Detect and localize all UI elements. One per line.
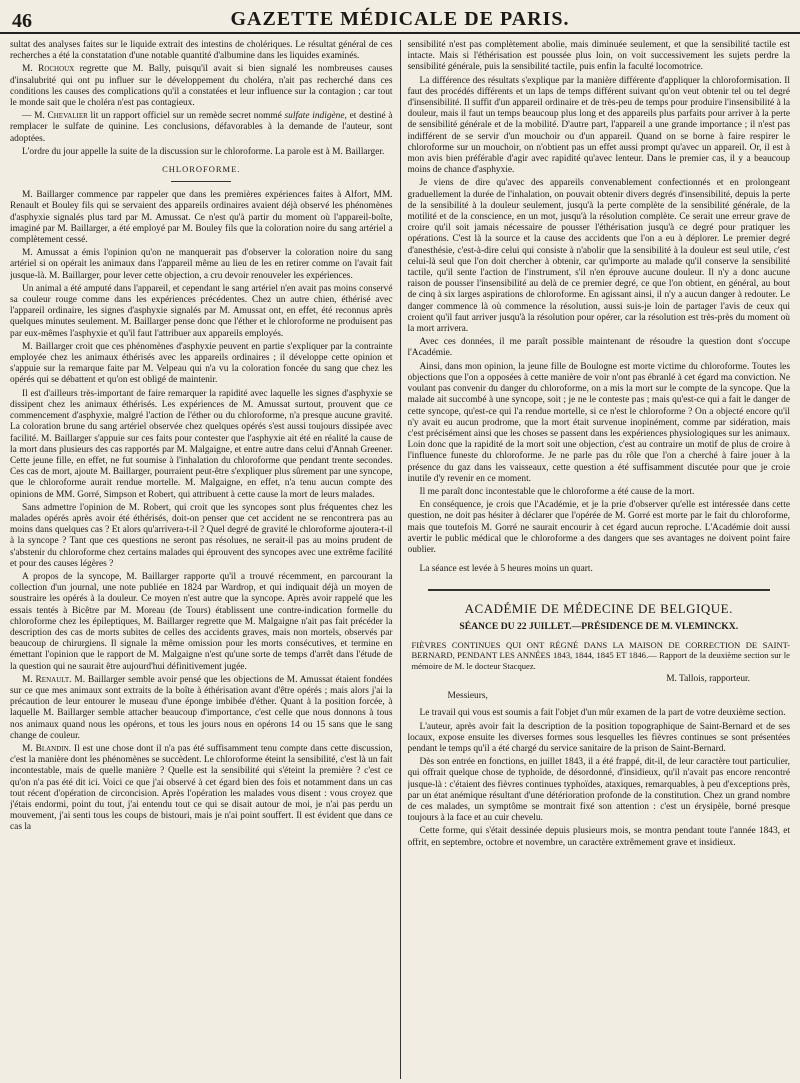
- paragraph: Il me paraît donc incontestable que le chloroforme a été cause de la mort.: [419, 486, 695, 497]
- paragraph: L'auteur, après avoir fait la description de la position topographique de Saint-Bernard et de ses locaux, expose ensuite les diverses formes sous lesquelles les fièvres continues se sont présentées pendant le temps qu'il a été chargé du service sanitaire de la prison de Saint-Bernard.: [407, 721, 790, 754]
- paragraph: M. Amussat a émis l'opinion qu'on ne manquerait pas d'observer la coloration noire du sang artériel si on opérait les animaux dans l'appareil même au lieu de les en retirer comme on l'avait fait jusque-là. M. Baillarger, pour lever cette objection, a cru devoir renouveler les expériences.: [10, 248, 393, 281]
- report-subject: FIÈVRES CONTINUES QUI ONT RÉGNÉ DANS LA MAISON DE CORRECTION DE SAINT-BERNARD, PENDANT LES ANNÉES 1843, 1844, 1845 ET 1846.: [411, 639, 790, 661]
- paragraph: M. Baillarger croit que ces phénomènes d'asphyxie peuvent en partie s'expliquer par la contrainte employée chez les animaux éthérisés avec les appareils ordinaires ; il développe cette opinion et s'appuie sur la remarque faite par M. Velpeau qui n'a vu la coloration foncée du sang que chez les opérés qui se débattent et qu'on est obligé de maintenir.: [10, 341, 393, 386]
- paragraph: sultat des analyses faites sur le liquide extrait des intestins de cholériques. Le résultat général de ces recherches a été la constatation d'une notable quantité d'albumine dans les liquides examinés.: [10, 40, 393, 62]
- paragraph: La différence des résultats s'explique par la manière différente d'appliquer la chloroformisation. Il faut des procédés différents et un laps de temps différent suivant qu'on veut obtenir tel ou tel degré d'insensibilité. Il suffit d'un appareil ordinaire et de très-peu de temps pour produire l'insensibilité à la douleur, mais il faut un temps beaucoup plus long et des appareils plus parfaits pour arriver à la perte de sensibilité générale et de la mobilité. D'autre part, l'appareil a une grande importance ; il n'est pas indifférent de se servir d'un mouchoir ou d'un appareil. Quand on se borne à faire respirer le chloroforme sur un mouchoir, on n'obtient pas un effet aussi prompt qu'avec un appareil. Or, il est à mon avis bien préférable d'agir avec rapidité qu'avec lenteur. Dans le premier cas, il y a beaucoup moins de chance d'asphyxie.: [407, 75, 790, 176]
- paragraph-text: M. Baillarger semble avoir pensé que les objections de M. Amussat étaient fondées sur ce que mes animaux sont extraits de la boîte à éthérisation avant d'être opérés ; mais alors j'ai la précaution de leur entourer le museau d'une éponge imbibée d'éther. Quant à la position forcée, à laquelle M. Baillarger semble attacher beaucoup d'importance, c'est celle que nous donnons à tous nos animaux quand nous les opérons, et tous les jours nous en opérons 14 ou 15 sans que le sang change de couleur.: [10, 674, 393, 741]
- paragraph: Avec ces données, il me paraît possible maintenant de résoudre la question dont s'occupe l'Académie.: [407, 337, 790, 359]
- paragraph: [10, 64, 393, 109]
- two-column-body: [10, 40, 790, 1079]
- paragraph: Un animal a été amputé dans l'appareil, et cependant le sang artériel n'en avait pas moins conservé sa couleur rouge comme dans les expériences précédentes. Chez un autre chien, éthérisé avec l'appareil ordinaire, les signes d'asphyxie signalés par M. Amussat ont, en effet, été reconnus après quelques minutes seulement. M. Baillarger pense donc que l'éther et le chloroforme ne produisent pas par eux-mêmes l'asphyxie et qu'il faut l'attribuer aux appareils employés.: [10, 283, 393, 339]
- paragraph: Je viens de dire qu'avec des appareils convenablement confectionnés et en prolongeant graduellement la durée de l'inhalation, on pouvait obtenir divers degrés d'insensibilité, depuis la perte de la sensibilité à la douleur seulement, jusqu'à la perte complète de la sensibilité générale, de la motilité et de la conscience, en un mot, jusqu'à la résolution complète. Ce serait une erreur grave de croire qu'il soit jamais nécessaire de pousser l'éthérisation jusqu'à ce degré pour pratiquer les opérations. C'est là la source et la cause des accidents que l'on a eu à déplorer. Le premier degré d'anesthésie, c'est-à-dire celui qui consiste à n'abolir que la sensibilité à la douleur est seul utile, c'est celui-là seul que l'on doit chercher à obtenir, car qu'importe au malade qu'il conserve la sensibilité tactile, qu'il sente l'action de l'instrument, s'il n'en éprouve aucune douleur. Il n'y a donc aucune raison de pousser l'insensibilité au delà de ce premier degré, ce que l'on obtient, en général, au bout de cinq à six larges aspirations de chloroforme. En agissant ainsi, il n'y a aucun danger à redouter. Le danger commence là où commence la résolution, aussi suis-je loin de partager l'avis de ceux qui croient qu'il faut arriver jusqu'à la résolution pour opérer, car la résolution est très-près du moment où la mort arrivera.: [407, 178, 790, 335]
- paragraph-text: lit un rapport officiel sur un remède secret nommé: [87, 111, 285, 122]
- page-number: 46: [12, 10, 32, 32]
- closing-line: La séance est levée à 5 heures moins un quart.: [419, 564, 593, 575]
- paragraph: Dès son entrée en fonctions, en juillet 1843, il a été frappé, dit-il, de leur caractère tout particulier, qui offrait quelque chose de typhoïde, de désordonné, d'insidieux, qu'il n'avait pas encore rencontré jusque-là : c'étaient des fièvres continues typhoïdes, ataxiques, remarquables, à peu d'exceptions près, par un état anémique résultant d'une détérioration profonde de la constitution. Chez un grand nombre de ces malades, un symptôme se montrait fixé son attention : c'est un érysipèle, borné presque toujours à la face et au cuir chevelu.: [407, 757, 790, 824]
- paragraph-text: Il est une chose dont il n'a pas été suffisamment tenu compte dans cette discussion, c'est la manière dont les phénomènes se succèdent. Le chloroforme éteint la sensibilité, c'est là un fait incontestable, mais de quelle manière ? Quelle est la sensibilité qui s'éteint la première ? c'est ce qu'on n'a pas été dit ici. Voici ce que j'ai observé à cet égard bien des fois et notamment dans un cas tout récent d'opération de circoncision. Après l'opération les malades vous disent : vous croyez que j'étais endormi, point du tout, j'ai entendu tout ce qui se disait autour de moi, je n'ai pas perdu un mouvement, j'ai senti tous les coups de bistouri, mais je n'ai point souffert. Il est évident que dans ce cas la: [10, 743, 393, 833]
- paragraph: [10, 111, 393, 145]
- report-subtitle: — Rapport de la deuxième section sur le mémoire de M. le docteur Stacquez.: [411, 650, 790, 671]
- left-column: [10, 40, 393, 1079]
- report-title: [408, 640, 791, 671]
- paragraph: Il est d'ailleurs très-important de faire remarquer la rapidité avec laquelle les signes d'asphyxie se dissipent chez les animaux éthérisés. Les expériences de M. Amussat surtout, prouvent que ce commencement d'asphyxie, malgré l'action de l'éther ou du chloroforme, n'a presque aucune gravité. La coloration brune du sang artériel observée chez quelques opérés s'est aussi toujours dissipée avec facilité. M. Baillarger s'appuie sur ces faits pour contester que l'asphyxie ait été en réalité la cause de la mort dans plusieurs des cas rapportés par M. Malgaigne, et entre autre dans celui d'Annah Greener. Cette jeune fille, en effet, ne fut soumise à l'inhalation du chloroforme que pendant trente secondes. Ces cas de mort, ajoute M. Baillarger, pourraient peut-être s'expliquer plus sûrement par une syncope, que le chloroforme aurait rendue mortelle. M. Malgaigne, en effet, n'a tenu aucun compte des opinions de MM. Gorré, Simpson et Robert, qui attribuent à cette cause la mort de leurs malades.: [10, 388, 393, 500]
- paragraph: [10, 675, 393, 742]
- paragraph-text: , et destiné à remplacer le sulfate de quinine. Les conclusions, défavorables à la demande de l'auteur, sont adoptées.: [10, 111, 393, 144]
- paragraph: En conséquence, je crois que l'Académie, et je la prie d'observer qu'elle est intéressée dans cette question, ne doit pas hésiter à déclarer que l'opérée de M. Gorré est morte par le fait du chloroforme, mais que toutefois M. Gorré ne saurait encourir à cet égard aucun reproche. L'Académie doit aussi avertir le public médical que le chloroforme a des dangers que ses avantages ne doivent point faire oublier.: [407, 500, 790, 555]
- italic-term: sulfate indigène: [284, 111, 345, 122]
- paragraph: Sans admettre l'opinion de M. Robert, qui croit que les syncopes sont plus fréquentes chez les malades opérés après avoir été éthérisés, doit-on penser que cet accident ne se rencontrera pas au moins dans quelques cas ? Et alors qu'arrivera-t-il ? Quel degré de gravité le chloroforme ajoutera-t-il à la syncope ? Tant que ces questions ne seront pas résolues, ne serait-il pas au moins prudent de s'abstenir du chloroforme chez certains malades qui éprouvent des syncopes avec une extrême facilité et pour des causes légères ?: [10, 502, 393, 569]
- paragraph: M. Baillarger commence par rappeler que dans les premières expériences faites à Alfort, MM. Renault et Bouley fils qui se servaient des appareils ordinaires avaient déjà observé les phénomènes d'asphyxie signalés plus tard par M. Amussat. Ce n'est qu'à partir du moment où l'appareil-boîte, imaginé par M. Baillarger, a été employé par M. Bouley fils que la coloration noire du sang artériel a complètement cessé.: [10, 190, 393, 246]
- section-title: CHLOROFORME.: [162, 164, 241, 175]
- speaker-name: M. Blandin.: [22, 743, 72, 754]
- column-divider: [400, 40, 401, 1079]
- speaker-name: Chevalier: [47, 111, 88, 122]
- academy-heading: ACADÉMIE DE MÉDECINE DE BELGIQUE.: [464, 601, 733, 617]
- reporter-line: M. Tallois, rapporteur.: [666, 673, 750, 684]
- header-rule: [0, 32, 800, 34]
- paragraph: A propos de la syncope, M. Baillarger rapporte qu'il a trouvé récemment, en parcourant la collection d'un journal, une note publiée en 1824 par Wardrop, et qui indiquait déjà un moyen de soustraire les opérés à la douleur. Ce moyen n'est autre que la syncope. Après avoir rappelé que les essais tentés à Bicêtre par M. Moreau (de Tours) établissent une contre-indication formelle du chloroforme chez les épileptiques, M. Baillarger regrette que M. Malgaigne n'ait pas fait précéder la description des cas de morts subites de celles des accidents graves, mais non mortels, observés par beaucoup de chirurgiens. Il signale la même omission pour les morts consécutives, et termine en émettant l'opinion que le rapport de M. Malgaigne n'est qu'une sorte de temps d'arrêt dans l'étude de la question qui ne saurait être aujourd'hui définitivement jugée.: [10, 571, 393, 672]
- speaker-name: M. Rochoux: [22, 64, 75, 75]
- paragraph: Le travail qui vous est soumis a fait l'objet d'un mûr examen de la part de votre deuxième section.: [419, 708, 786, 719]
- paragraph: Ainsi, dans mon opinion, la jeune fille de Boulogne est morte victime du chloroforme. Toutes les objections que l'on a opposées à cette manière de voir n'ont pas ébranlé à cet égard ma conviction. Ne voulant pas convenir du danger du chloroforme, on a mis la mort sur le compte de la syncope. Que la malade ait succombé à une syncope, soit ; je ne le conteste pas ; mais qu'est-ce qui a fait le danger de cette syncope, qu'est-ce qui l'a rendue mortelle, si ce n'est le chloroforme ? On a objecté encore qu'il n'y avait eu aucun prodrome, que la mort était survenue inopinément, comme par sidération, mais c'est précisément ainsi que les choses se passent dans les expériences physiologiques sur les animaux. Loin donc que la rapidité de la mort soit une objection, c'est au contraire un motif de plus de croire à l'influence funeste du chloroforme. Je ne parle pas du rôle que l'on a cherché à faire jouer à la présence du gaz dans les vaisseaux, cette question a été suffisamment discutée pour que je croie inutile d'y revenir en ce moment.: [407, 361, 790, 484]
- session-heading: SÉANCE DU 22 JUILLET.—PRÉSIDENCE DE M. VLEMINCKX.: [459, 620, 739, 632]
- section-rule: [171, 181, 231, 182]
- paragraph: sensibilité n'est pas complètement abolie, mais diminuée seulement, et que la sensibilité tactile est intacte. Mais si l'éthérisation est poussée plus loin, on voit successivement les sujets perdre la sensibilité générale, puis la sensibilité tactile, puis enfin la faculté locomotrice.: [407, 40, 790, 73]
- right-column: [408, 40, 791, 1079]
- salutation: Messieurs,: [447, 691, 488, 702]
- article-separator: [428, 589, 771, 591]
- speaker-name: M. Renault.: [22, 674, 72, 685]
- paragraph: L'ordre du jour appelle la suite de la discussion sur le chloroforme. La parole est à M. Baillarger.: [22, 146, 385, 157]
- masthead-title: GAZETTE MÉDICALE DE PARIS.: [230, 8, 570, 30]
- paragraph-prefix: — M.: [22, 111, 48, 122]
- paragraph: Cette forme, qui s'était dessinée depuis plusieurs mois, se montra pendant toute l'année 1843, et offrit, en septembre, octobre et novembre, un caractère extrêmement grave et insidieux.: [407, 826, 790, 848]
- paragraph-text: regrette que M. Bally, puisqu'il avait si bien signalé les nombreuses causes d'insalubrité qui ont pu influer sur le développement du choléra, n'ait pas recherché dans ces conditions les causes des complications qu'il a constatées et leur influence sur la contagion ; car tout le monde sait que le choléra n'est pas contagieux.: [10, 64, 393, 109]
- paragraph: [10, 744, 393, 834]
